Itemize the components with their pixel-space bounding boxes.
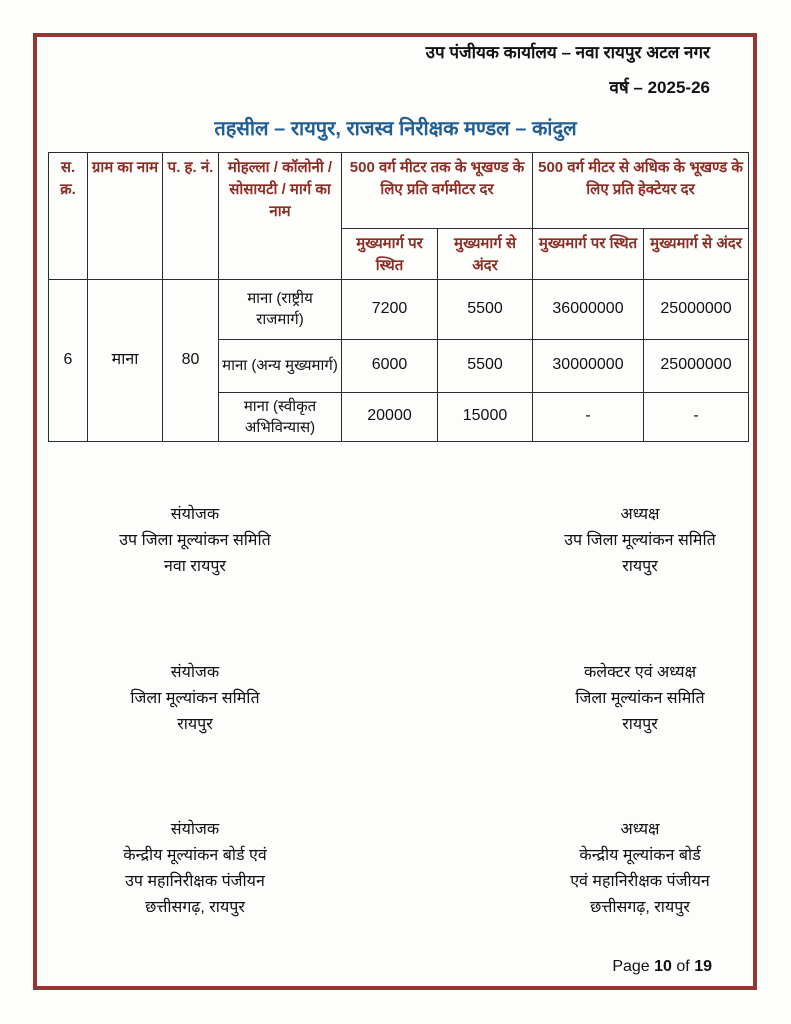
subcol-on-main-road-1: मुख्यमार्ग पर स्थित — [342, 229, 438, 280]
signature-line: संयोजक — [170, 821, 220, 838]
signature-chairman-central-board — [480, 817, 791, 921]
signature-line: संयोजक — [170, 506, 220, 523]
table-body — [49, 279, 749, 441]
rate-table — [48, 152, 749, 442]
signature-line: उप जिला मूल्यांकन समिति — [564, 532, 716, 549]
cell-rate-sqm-on-road: 20000 — [342, 392, 438, 441]
cell-ph-no: 80 — [163, 279, 219, 441]
col-group-above-500: 500 वर्ग मीटर से अधिक के भूखण्ड के लिए प्रति हेक्टेयर दर — [533, 153, 749, 229]
signature-line: एवं महानिरीक्षक पंजीयन — [570, 873, 710, 890]
cell-rate-ha-inside: 25000000 — [644, 279, 749, 339]
signature-line: रायपुर — [622, 558, 658, 575]
of-label: of — [676, 958, 690, 975]
subcol-on-main-road-2: मुख्यमार्ग पर स्थित — [533, 229, 644, 280]
signature-line: नवा रायपुर — [164, 558, 226, 575]
subcol-inside-2: मुख्यमार्ग से अंदर — [644, 229, 749, 280]
col-header-serial: स. क्र. — [49, 153, 88, 280]
signature-line: केन्द्रीय मूल्यांकन बोर्ड एवं — [123, 847, 267, 864]
signature-collector-chairman-district — [480, 660, 791, 738]
page-number: 10 — [654, 958, 672, 975]
cell-locality: माना (स्वीकृत अभिविन्यास) — [219, 392, 342, 441]
cell-rate-sqm-on-road: 7200 — [342, 279, 438, 339]
signature-line: जिला मूल्यांकन समिति — [130, 690, 260, 707]
cell-rate-sqm-on-road: 6000 — [342, 339, 438, 392]
col-header-locality: मोहल्ला / कॉलोनी / सोसायटी / मार्ग का नाम — [219, 153, 342, 280]
cell-rate-ha-inside: 25000000 — [644, 339, 749, 392]
signature-line: कलेक्टर एवं अध्यक्ष — [583, 664, 697, 681]
signature-line: उप महानिरीक्षक पंजीयन — [125, 873, 265, 890]
signature-line: जिला मूल्यांकन समिति — [575, 690, 705, 707]
signature-line: अध्यक्ष — [620, 506, 660, 523]
cell-rate-ha-on-road: - — [533, 392, 644, 441]
subcol-inside-1: मुख्यमार्ग से अंदर — [438, 229, 533, 280]
signature-line: छत्तीसगढ़, रायपुर — [145, 899, 245, 916]
signature-line: छत्तीसगढ़, रायपुर — [590, 899, 690, 916]
signature-convener-district — [35, 660, 355, 738]
signature-chairman-sub-district — [480, 502, 791, 580]
total-pages: 19 — [694, 958, 712, 975]
page-label: Page — [612, 958, 650, 975]
year-label: वर्ष – 2025-26 — [609, 78, 710, 98]
cell-village: माना — [88, 279, 163, 441]
cell-rate-sqm-inside: 15000 — [438, 392, 533, 441]
table-row — [49, 279, 749, 339]
cell-locality: माना (अन्य मुख्यमार्ग) — [219, 339, 342, 392]
col-group-upto-500: 500 वर्ग मीटर तक के भूखण्ड के लिए प्रति वर्गमीटर दर — [342, 153, 533, 229]
signature-line: अध्यक्ष — [620, 821, 660, 838]
signature-line: उप जिला मूल्यांकन समिति — [119, 532, 271, 549]
office-name: उप पंजीयक कार्यालय – नवा रायपुर अटल नगर — [425, 43, 710, 62]
signature-line: रायपुर — [622, 716, 658, 733]
signature-line: केन्द्रीय मूल्यांकन बोर्ड — [579, 847, 701, 864]
signature-line: संयोजक — [170, 664, 220, 681]
page-number-footer — [612, 958, 712, 976]
cell-rate-ha-on-road: 36000000 — [533, 279, 644, 339]
col-header-village: ग्राम का नाम — [88, 153, 163, 280]
signature-convener-central-board — [35, 817, 355, 921]
cell-serial: 6 — [49, 279, 88, 441]
cell-rate-ha-inside: - — [644, 392, 749, 441]
cell-rate-sqm-inside: 5500 — [438, 279, 533, 339]
signature-convener-sub-district — [35, 502, 355, 580]
signature-line: रायपुर — [177, 716, 213, 733]
page-title: तहसील – रायपुर, राजस्व निरीक्षक मण्डल – कांदुल — [214, 118, 577, 140]
cell-rate-sqm-inside: 5500 — [438, 339, 533, 392]
table-header — [49, 153, 749, 280]
cell-locality: माना (राष्ट्रीय राजमार्ग) — [219, 279, 342, 339]
cell-rate-ha-on-road: 30000000 — [533, 339, 644, 392]
office-header — [426, 42, 710, 99]
col-header-ph-no: प. ह. नं. — [163, 153, 219, 280]
